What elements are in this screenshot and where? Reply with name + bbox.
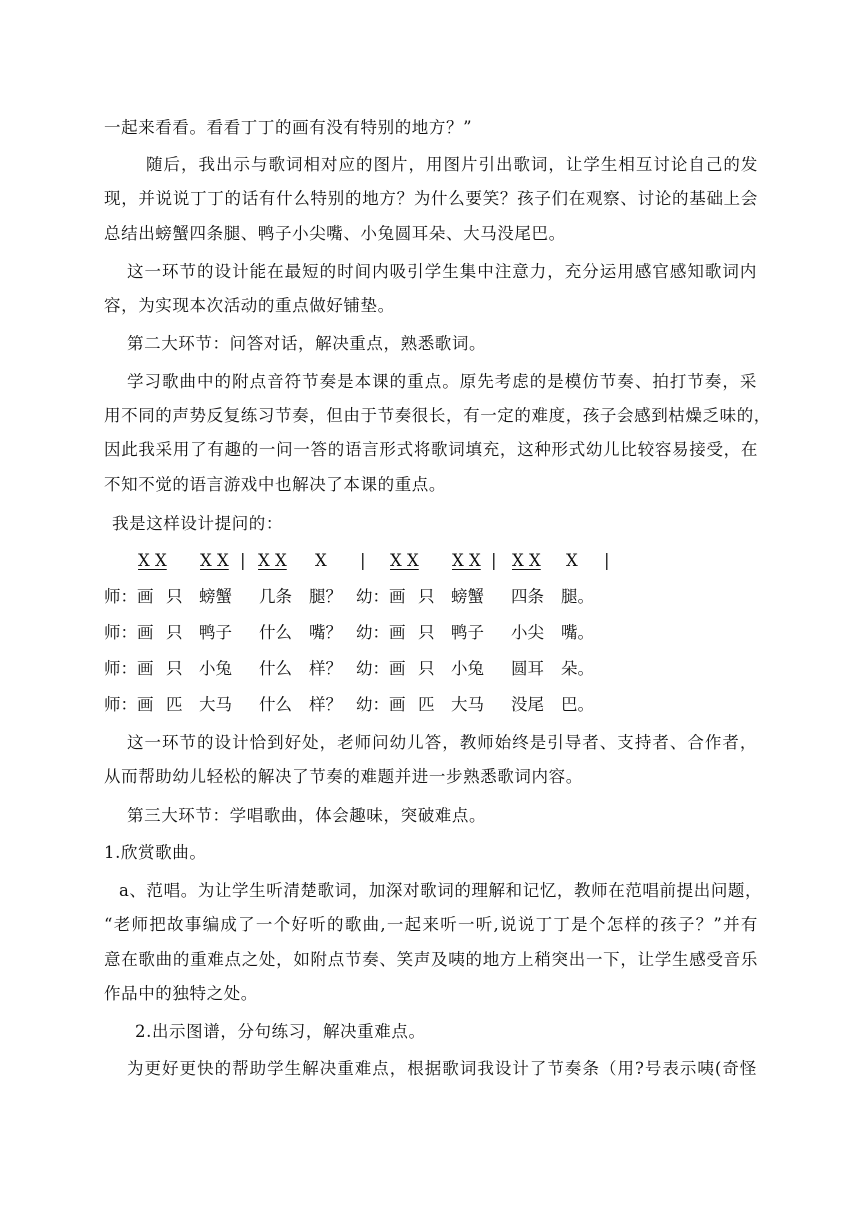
dialogue-cell: 只 xyxy=(418,587,435,606)
dialogue-cell: 只 xyxy=(418,659,435,678)
rhythm-notation xyxy=(0,551,860,571)
paragraph-line: 总结出螃蟹四条腿、鸭子小尖嘴、小兔圆耳朵、大马没尾巴。 xyxy=(104,224,566,243)
rhythm-barline: | xyxy=(240,551,246,570)
dialogue-cell: 师：画 xyxy=(104,623,154,642)
dialogue-cell: 腿？ xyxy=(309,587,342,606)
section-heading: 第二大环节：问答对话，解决重点，熟悉歌词。 xyxy=(127,334,487,353)
paragraph-line: 随后，我出示与歌词相对应的图片，用图片引出歌词，让学生相互讨论自己的发 xyxy=(146,155,758,174)
rhythm-beat: X X xyxy=(258,551,287,570)
paragraph-line: 学习歌曲中的附点音符节奏是本课的重点。原先考虑的是模仿节奏、拍打节奏，采 xyxy=(127,372,757,391)
dialogue-cell: 幼：画 xyxy=(356,587,406,606)
paragraph-line: 我是这样设计提问的： xyxy=(112,514,283,533)
paragraph-line: 不知不觉的语言游戏中也解决了本课的重点。 xyxy=(104,475,446,494)
paragraph-line: 意在歌曲的重难点之处，如附点节奏、笑声及咦的地方上稍突出一下，让学生感受音乐 xyxy=(104,950,758,969)
rhythm-beat: X X xyxy=(452,551,481,570)
dialogue-cell: 嘴？ xyxy=(309,623,342,642)
section-heading: 第三大环节：学唱歌曲，体会趣味，突破难点。 xyxy=(127,806,487,825)
dialogue-cell: 幼：画 xyxy=(356,659,406,678)
paragraph-line: 用不同的声势反复练习节奏，但由于节奏很长，有一定的难度，孩子会感到枯燥乏味的， xyxy=(104,406,771,425)
dialogue-cell: 螃蟹 xyxy=(451,587,484,606)
rhythm-beat: X xyxy=(566,551,578,570)
paragraph-line: 现，并说说丁丁的话有什么特别的地方？为什么要笑？孩子们在观察、讨论的基础上会 xyxy=(104,189,758,208)
paragraph-line: 一起来看看。看看丁丁的画有没有特别的地方？” xyxy=(104,118,473,137)
rhythm-beat: X X xyxy=(512,551,541,570)
dialogue-cell: 大马 xyxy=(199,695,232,714)
dialogue-cell: 样？ xyxy=(309,695,342,714)
dialogue-cell: 幼：画 xyxy=(356,623,406,642)
dialogue-cell: 师：画 xyxy=(104,587,154,606)
list-heading: 1.欣赏歌曲。 xyxy=(104,843,207,862)
rhythm-beat: X X xyxy=(390,551,419,570)
dialogue-row xyxy=(0,623,860,643)
dialogue-cell: 幼：画 xyxy=(356,695,406,714)
dialogue-cell: 什么 xyxy=(259,695,292,714)
dialogue-cell: 四条 xyxy=(511,587,544,606)
rhythm-barline: | xyxy=(360,551,366,570)
rhythm-beat: X X xyxy=(138,551,167,570)
rhythm-beat: X xyxy=(315,551,327,570)
dialogue-cell: 大马 xyxy=(451,695,484,714)
dialogue-cell: 什么 xyxy=(259,623,292,642)
dialogue-row xyxy=(0,587,860,607)
dialogue-row xyxy=(0,695,860,715)
dialogue-cell: 小尖 xyxy=(511,623,544,642)
dialogue-row xyxy=(0,659,860,679)
dialogue-cell: 小兔 xyxy=(199,659,232,678)
rhythm-barline: | xyxy=(491,551,497,570)
paragraph-line: 作品中的独特之处。 xyxy=(104,984,258,1003)
dialogue-cell: 只 xyxy=(166,587,183,606)
dialogue-cell: 没尾 xyxy=(511,695,544,714)
dialogue-cell: 小兔 xyxy=(451,659,484,678)
list-heading: 2.出示图谱，分句练习，解决重难点。 xyxy=(135,1022,426,1041)
dialogue-cell: 螃蟹 xyxy=(199,587,232,606)
dialogue-cell: 几条 xyxy=(259,587,292,606)
dialogue-cell: 只 xyxy=(166,659,183,678)
paragraph-line: 这一环节的设计恰到好处，老师问幼儿答，教师始终是引导者、支持者、合作者， xyxy=(127,733,757,752)
dialogue-cell: 师：画 xyxy=(104,695,154,714)
paragraph-line: 容，为实现本次活动的重点做好铺垫。 xyxy=(104,296,395,315)
dialogue-cell: 腿。 xyxy=(561,587,594,606)
dialogue-cell: 圆耳 xyxy=(511,659,544,678)
dialogue-cell: 只 xyxy=(166,623,183,642)
dialogue-cell: 匹 xyxy=(418,695,435,714)
paragraph-line: “老师把故事编成了一个好听的歌曲,一起来听一听,说说丁丁是个怎样的孩子？”并有 xyxy=(104,915,758,934)
dialogue-cell: 什么 xyxy=(259,659,292,678)
dialogue-cell: 匹 xyxy=(166,695,183,714)
paragraph-line: 这一环节的设计能在最短的时间内吸引学生集中注意力，充分运用感官感知歌词内 xyxy=(127,262,757,281)
rhythm-beat: X X xyxy=(200,551,229,570)
dialogue-cell: 只 xyxy=(418,623,435,642)
dialogue-cell: 嘴。 xyxy=(561,623,594,642)
dialogue-cell: 师：画 xyxy=(104,659,154,678)
paragraph-line: 从而帮助幼儿轻松的解决了节奏的难题并进一步熟悉歌词内容。 xyxy=(104,767,583,786)
dialogue-cell: 样？ xyxy=(309,659,342,678)
paragraph-line: 为更好更快的帮助学生解决重难点，根据歌词我设计了节奏条（用?号表示咦(奇怪 xyxy=(127,1059,757,1078)
paragraph-line: 因此我采用了有趣的一问一答的语言形式将歌词填充，这种形式幼儿比较容易接受，在 xyxy=(104,440,758,459)
dialogue-cell: 巴。 xyxy=(561,695,594,714)
dialogue-cell: 鸭子 xyxy=(451,623,484,642)
paragraph-line: a、范唱。为让学生听清楚歌词，加深对歌词的理解和记忆，教师在范唱前提出问题， xyxy=(119,881,763,900)
rhythm-barline: | xyxy=(604,551,610,570)
dialogue-cell: 鸭子 xyxy=(199,623,232,642)
dialogue-cell: 朵。 xyxy=(561,659,594,678)
